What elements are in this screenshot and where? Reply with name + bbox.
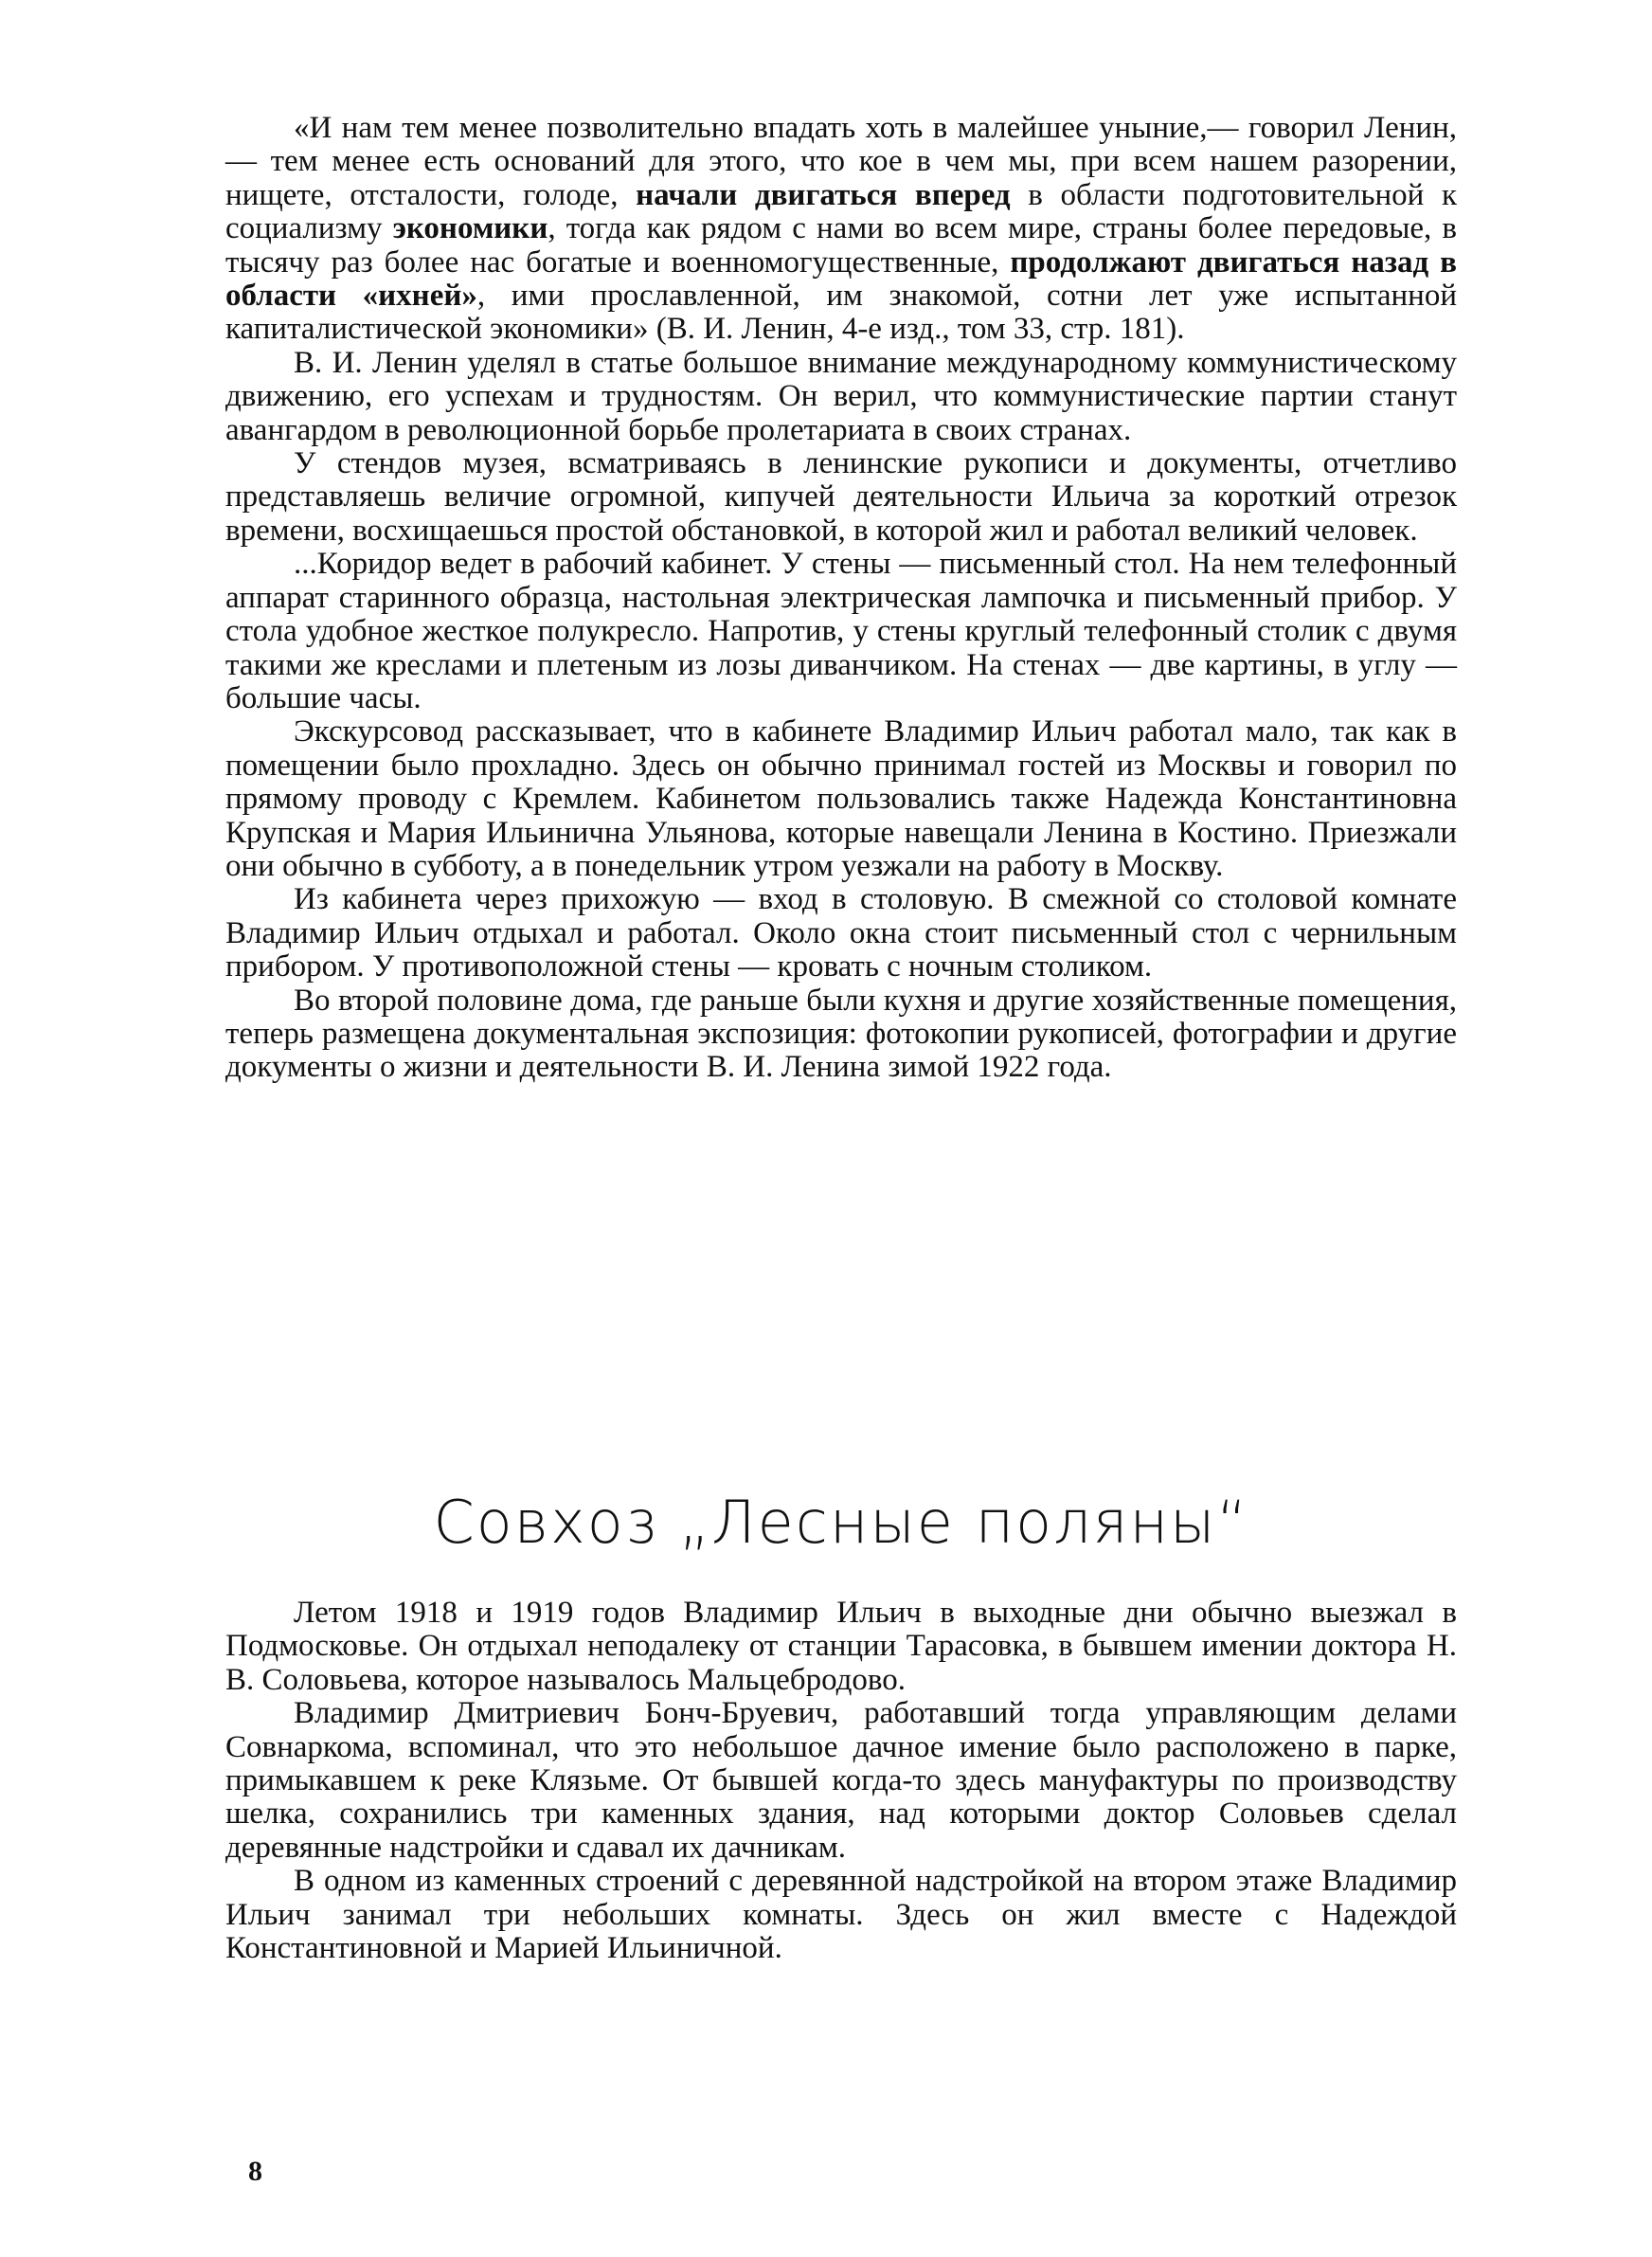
quote-bold-2: экономики [392,211,548,246]
quote-text-1: «И нам тем менее позволительно впадать хоть в малейшее уныние,— говорил Ленин,— тем менее есть оснований для этого, что кое в чем мы, при всем нашем разорении, нищете, отсталости, голоде, [225,111,1457,212]
paragraph-bonch-bruevich: Владимир Дмитриевич Бонч-Бруевич, работавший тогда управляющим делами Совнаркома, вспоминал, что это небольшое дачное имение было расположено в парке, примыкавшем к реке Клязьме. От бывшей когда-то здесь мануфактуры по производству шелка, сохранились три каменных здания, над которыми доктор Соловьев сделал деревянные надстройки и сдавал их дачникам. [225,1696,1457,1865]
paragraph-rooms: В одном из каменных строений с деревянной надстройкой на втором этаже Владимир Ильич занимал три небольших комнаты. Здесь он жил вместе с Надеждой Константиновной и Марией Ильиничной. [225,1864,1457,1966]
quote-text-2: в области подготовительной к социализму [225,177,1457,246]
paragraph-study-room: ...Коридор ведет в рабочий кабинет. У стены — письменный стол. На нем телефонный аппарат старинного образца, настольная электрическая лампочка и письменный прибор. У стола удобное жесткое полукресло. Напротив, у стены круглый телефонный столик с двумя такими же креслами и плетеным из лозы диванчиком. На стенах — две картины, в углу — большие часы. [225,547,1457,715]
quote-text-4: , ими прославленной, им знакомой, сотни лет уже испытанной капиталистической экономики» (В. И. Ленин, 4-е изд., том 33, стр. 181). [225,279,1457,347]
quote-bold-3: продолжают двигаться назад в области «ихней» [225,244,1457,314]
paragraph-communist-movement: В. И. Ленин уделял в статье большое внимание международному коммунистическому движению, его успехам и трудностям. Он верил, что коммунистические партии станут авангардом в революционной борьбе пролетариата в своих странах. [225,345,1457,447]
quote-bold-1: начали двигаться вперед [636,177,1011,212]
paragraph-exhibition: Во второй половине дома, где раньше были кухня и другие хозяйственные помещения, теперь размещена документальная экспозиция: фотокопии рукописей, фотографии и другие документы о жизни и деятельности В. И. Ленина зимой 1922 года. [225,983,1457,1085]
paragraph-summer-visits: Летом 1918 и 1919 годов Владимир Ильич в выходные дни обычно выезжал в Подмосковье. Он отдыхал неподалеку от станции Тарасовка, в бывшем имении доктора Н. В. Соловьева, которое называлось Мальцебродово. [225,1596,1457,1697]
paragraph-dining-room: Из кабинета через прихожую — вход в столовую. В смежной со столовой комнате Владимир Ильич отдыхал и работал. Около окна стоит письменный стол с чернильным прибором. У противоположной стены — кровать с ночным столиком. [225,882,1457,984]
paragraph-museum-stands: У стендов музея, всматриваясь в ленинские рукописи и документы, отчетливо представляешь величие огромной, кипучей деятельности Ильича за короткий отрезок времени, восхищаешься простой обстановкой, в которой жил и работал великий человек. [225,446,1457,548]
paragraph-lenin-quote [225,112,1457,347]
text-section-sovkhoz [225,1597,1457,1965]
page-number: 8 [248,2156,262,2187]
quote-text-3: , тогда как рядом с нами во всем мире, страны более передовые, в тысячу раз более нас богатые и военномогущественные, [225,211,1457,280]
section-heading: Совхоз „Лесные поляны“ [433,1488,1249,1557]
paragraph-guide-story: Экскурсовод рассказывает, что в кабинете Владимир Ильич работал мало, так как в помещении было прохладно. Здесь он обычно принимал гостей из Москвы и говорил по прямому проводу с Кремлем. Кабинетом пользовались также Надежда Константиновна Крупская и Мария Ильинична Ульянова, которые навещали Ленина в Костино. Приезжали они обычно в субботу, а в понедельник утром уезжали на работу в Москву. [225,714,1457,883]
text-section-museum [225,112,1457,1085]
